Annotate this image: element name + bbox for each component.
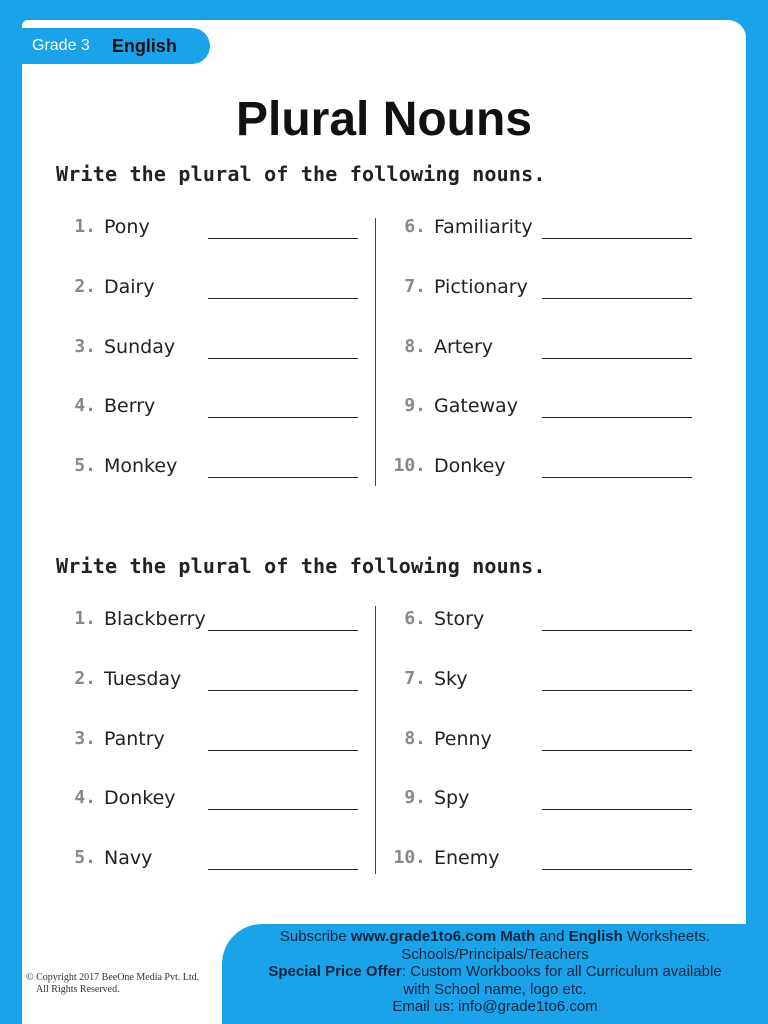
noun-item: [390, 668, 692, 698]
footer-line-3: Special Price Offer: Custom Workbooks for all Curriculum available: [268, 963, 722, 980]
noun-item: [390, 216, 692, 246]
noun-item: [60, 216, 358, 246]
noun-item: [390, 728, 692, 758]
footer-banner: [222, 924, 768, 1024]
answer-line[interactable]: [208, 690, 358, 691]
answer-line[interactable]: [542, 750, 692, 751]
noun-item: [60, 668, 358, 698]
item-number: 3.: [74, 727, 96, 749]
item-noun: Familiarity: [434, 216, 533, 238]
item-number: 10.: [393, 455, 426, 477]
noun-item: [60, 336, 358, 366]
item-noun: Artery: [434, 335, 494, 358]
answer-line[interactable]: [542, 630, 692, 631]
footer-site-link[interactable]: www.grade1to6.com: [350, 928, 497, 945]
item-noun: Navy: [104, 847, 153, 870]
footer-email[interactable]: Email us: info@grade1to6.com: [392, 998, 598, 1015]
answer-line[interactable]: [208, 358, 358, 359]
item-noun: Pony: [104, 216, 150, 238]
noun-item: [390, 336, 692, 366]
section-1-instruction: Write the plural of the following nouns.: [56, 162, 546, 186]
item-number: 7.: [404, 275, 426, 297]
item-number: 7.: [404, 667, 426, 689]
noun-item: [390, 455, 692, 485]
answer-line[interactable]: [208, 417, 358, 418]
item-noun: Sky: [434, 667, 468, 690]
answer-line[interactable]: [542, 238, 692, 239]
item-number: 5.: [74, 455, 96, 477]
item-noun: Donkey: [434, 455, 506, 478]
section-2-divider: [375, 606, 376, 874]
answer-line[interactable]: [208, 809, 358, 810]
answer-line[interactable]: [208, 238, 358, 239]
item-noun: Pictionary: [434, 275, 528, 298]
item-number: 9.: [404, 787, 426, 809]
item-noun: Story: [434, 608, 485, 630]
noun-item: [60, 455, 358, 485]
answer-line[interactable]: [542, 869, 692, 870]
item-number: 10.: [393, 847, 426, 869]
grade-subject-tab: [22, 28, 210, 64]
footer-line-1: Subscribe www.grade1to6.com Math and English Worksheets.: [279, 928, 711, 945]
item-number: 2.: [74, 667, 96, 689]
noun-item: [60, 276, 358, 306]
item-noun: Gateway: [434, 395, 518, 418]
noun-item: [60, 608, 358, 638]
copyright: © Copyright 2017 BeeOne Media Pvt. Ltd. All Rights Reserved.: [26, 972, 200, 995]
item-number: 1.: [74, 216, 96, 237]
noun-item: [60, 728, 358, 758]
answer-line[interactable]: [542, 477, 692, 478]
item-noun: Tuesday: [104, 667, 182, 690]
noun-item: [390, 276, 692, 306]
item-noun: Donkey: [104, 787, 176, 810]
item-noun: Blackberry: [104, 608, 206, 630]
noun-item: [60, 787, 358, 817]
grade-label: Grade 3: [32, 37, 90, 54]
item-noun: Pantry: [104, 727, 165, 750]
item-noun: Berry: [104, 395, 156, 418]
item-noun: Monkey: [104, 455, 178, 478]
answer-line[interactable]: [542, 690, 692, 691]
answer-line[interactable]: [542, 298, 692, 299]
answer-line[interactable]: [208, 477, 358, 478]
item-number: 3.: [74, 335, 96, 357]
answer-line[interactable]: [208, 869, 358, 870]
noun-item: [390, 787, 692, 817]
answer-line[interactable]: [208, 750, 358, 751]
footer-line-2: Schools/Principals/Teachers: [401, 945, 589, 963]
item-number: 8.: [404, 727, 426, 749]
section-2-instruction: Write the plural of the following nouns.: [56, 554, 546, 578]
item-noun: Penny: [434, 727, 492, 750]
item-number: 6.: [404, 608, 426, 629]
noun-item: [390, 608, 692, 638]
subject-label: English: [111, 35, 177, 56]
answer-line[interactable]: [542, 417, 692, 418]
noun-item: [390, 847, 692, 877]
item-number: 1.: [74, 608, 96, 629]
noun-item: [390, 395, 692, 425]
item-number: 8.: [404, 335, 426, 357]
page-title: Plural Nouns: [235, 93, 533, 146]
section-1-divider: [375, 218, 376, 486]
item-number: 2.: [74, 275, 96, 297]
answer-line[interactable]: [542, 809, 692, 810]
answer-line[interactable]: [208, 298, 358, 299]
item-number: 4.: [74, 395, 96, 417]
item-noun: Sunday: [104, 335, 176, 358]
item-number: 4.: [74, 787, 96, 809]
answer-line[interactable]: [208, 630, 358, 631]
item-noun: Dairy: [104, 275, 155, 298]
footer-line-4: with School name, logo etc.: [403, 980, 587, 998]
item-noun: Spy: [434, 787, 470, 810]
item-noun: Enemy: [434, 847, 500, 870]
noun-item: [60, 395, 358, 425]
item-number: 9.: [404, 395, 426, 417]
noun-item: [60, 847, 358, 877]
item-number: 5.: [74, 847, 96, 869]
answer-line[interactable]: [542, 358, 692, 359]
item-number: 6.: [404, 216, 426, 237]
